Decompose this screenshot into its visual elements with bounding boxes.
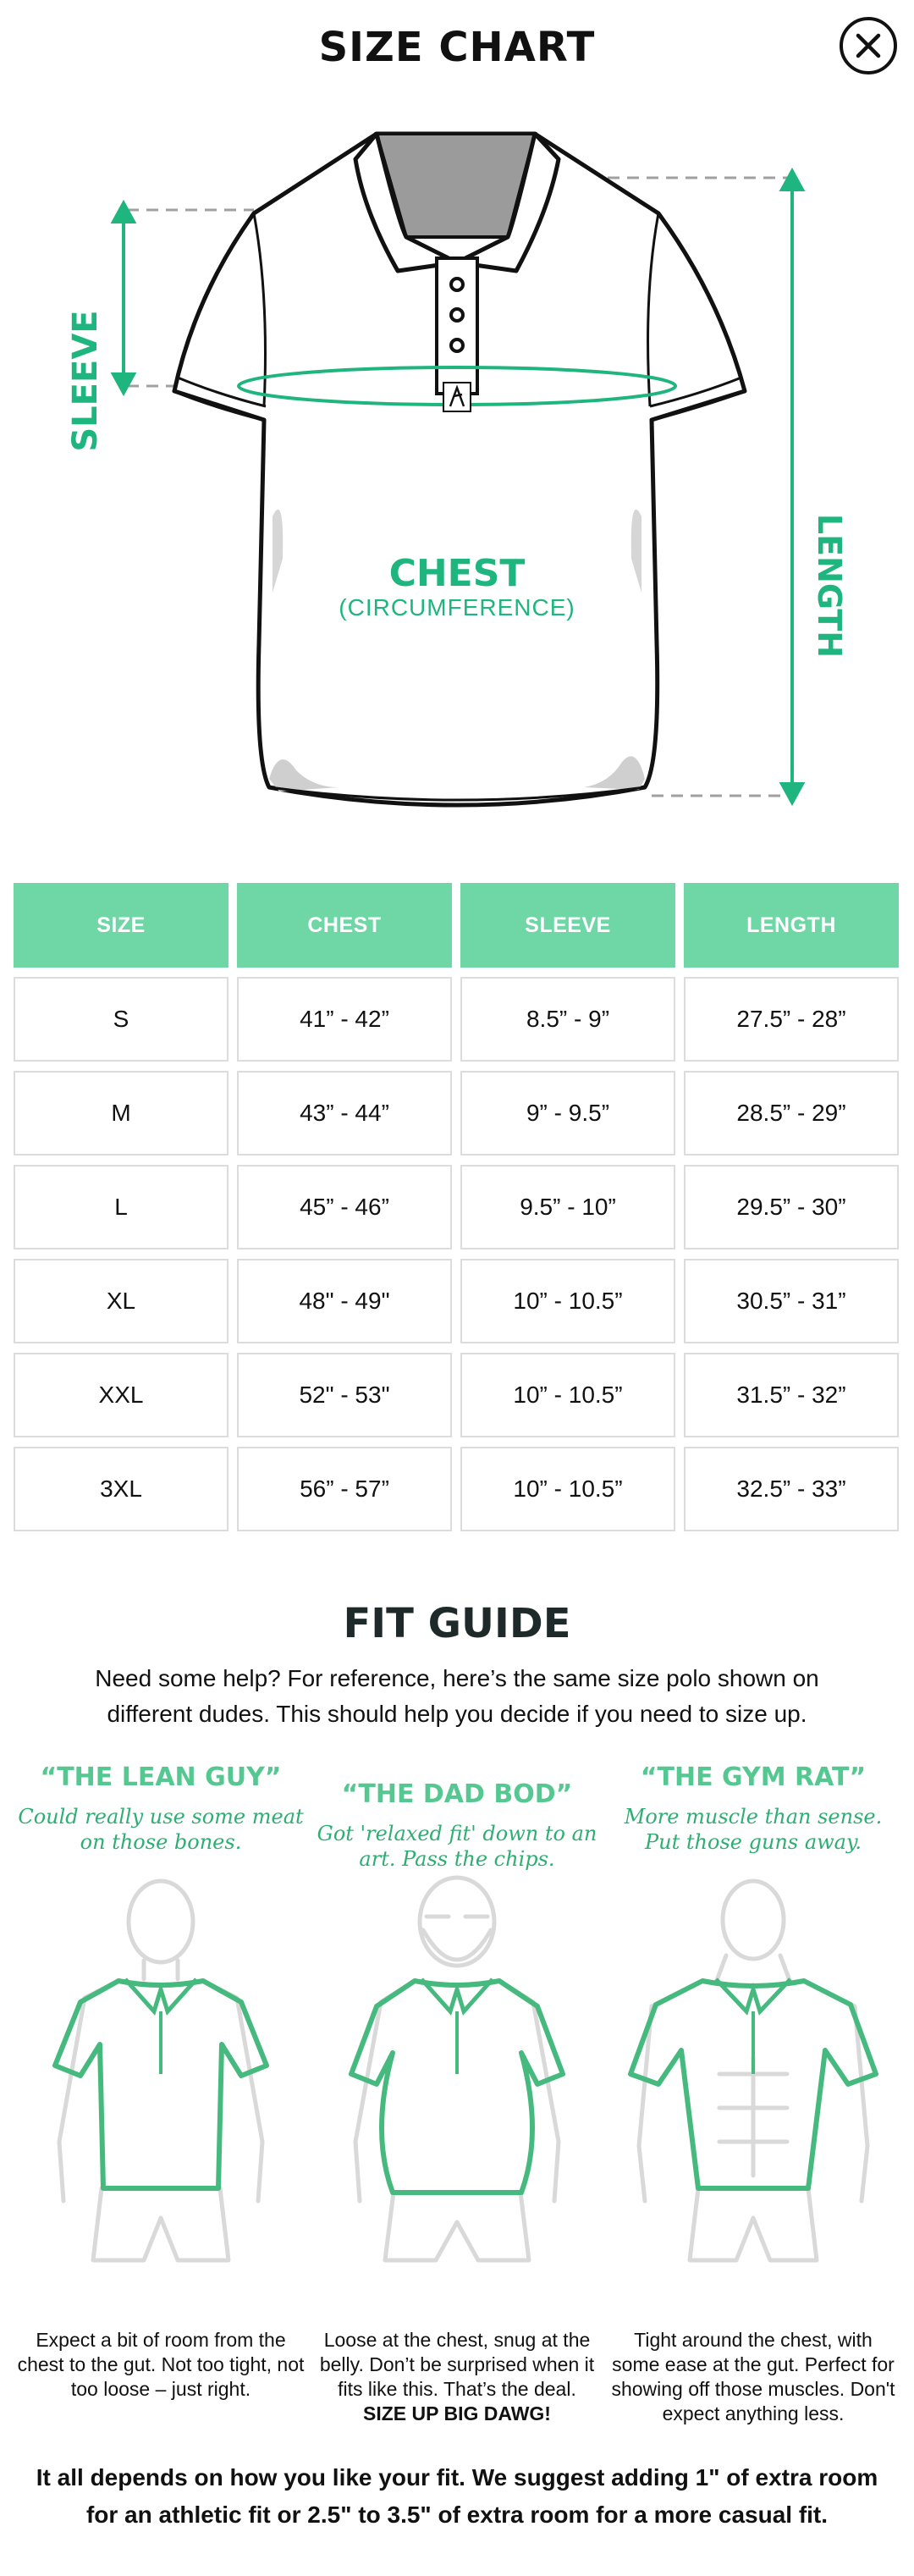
chest-cell: 43” - 44” — [237, 1071, 452, 1156]
size-cell: 3XL — [14, 1447, 228, 1531]
circumference-label: (CIRCUMFERENCE) — [339, 594, 575, 621]
close-button[interactable] — [838, 15, 899, 76]
persona-tagline: More muscle than sense. Put those guns away. — [624, 1805, 883, 1854]
fit-guide-subtitle: Need some help? For reference, here’s the same size polo shown on different dudes. This should help you decide if you need to size up. — [95, 1665, 819, 1727]
sleeve-cell: 8.5” - 9” — [460, 977, 675, 1062]
lean-guy-figure — [25, 1862, 296, 2320]
column-header-sleeve: SLEEVE — [460, 883, 675, 968]
persona-title: “THE LEAN GUY” — [40, 1762, 282, 1792]
chest-cell: 45” - 46” — [237, 1165, 452, 1249]
persona-description-text: Loose at the chest, snug at the belly. Don’t be surprised when it fits like this. That’s the deal. — [319, 2329, 595, 2400]
sleeve-label: SLEEVE — [66, 310, 105, 452]
persona-title: “THE DAD BOD” — [341, 1779, 573, 1809]
dad-bod-illustration — [322, 1862, 592, 2320]
persona-lean-guy — [17, 1762, 305, 1855]
size-up-callout: SIZE UP BIG DAWG! — [363, 2402, 551, 2424]
chest-cell: 56” - 57” — [237, 1447, 452, 1531]
persona-tagline: Got 'relaxed fit' down to an art. Pass the chips. — [317, 1822, 597, 1871]
persona-description — [17, 2328, 305, 2402]
dad-bod-figure — [322, 1862, 592, 2320]
persona-dad-bod — [313, 1779, 601, 1872]
persona-gym-rat — [609, 1762, 897, 1855]
sleeve-cell: 10” - 10.5” — [460, 1353, 675, 1437]
chest-cell: 41” - 42” — [237, 977, 452, 1062]
length-label: LENGTH — [811, 513, 848, 659]
chest-cell: 52" - 53" — [237, 1353, 452, 1437]
shirt-measurement-diagram — [0, 119, 914, 847]
persona-description-text: Tight around the chest, with some ease at the gut. Perfect for showing off those muscles. Don't expect anything less. — [611, 2329, 895, 2424]
column-header-chest: CHEST — [237, 883, 452, 968]
fit-guide-title: FIT GUIDE — [343, 1600, 571, 1647]
length-cell: 29.5” - 30” — [684, 1165, 899, 1249]
chest-label: CHEST — [388, 552, 526, 595]
sleeve-cell: 10” - 10.5” — [460, 1259, 675, 1343]
close-icon[interactable] — [838, 15, 899, 76]
gym-rat-illustration — [618, 1862, 889, 2320]
column-header-size: SIZE — [14, 883, 228, 968]
length-cell: 27.5” - 28” — [684, 977, 899, 1062]
persona-title: “THE GYM RAT” — [640, 1762, 867, 1792]
column-header-length: LENGTH — [684, 883, 899, 968]
fit-advice-footer: It all depends on how you like your fit. We suggest adding 1" of extra room for an athletic fit or 2.5" to 3.5" of extra room for a more casual fit. — [36, 2464, 878, 2528]
size-cell: XL — [14, 1259, 228, 1343]
size-cell: M — [14, 1071, 228, 1156]
gym-rat-figure — [618, 1862, 889, 2320]
persona-description — [313, 2328, 601, 2426]
sleeve-cell: 10” - 10.5” — [460, 1447, 675, 1531]
length-cell: 28.5” - 29” — [684, 1071, 899, 1156]
polo-shirt-illustration — [0, 119, 914, 847]
persona-tagline: Could really use some meat on those bones. — [18, 1805, 304, 1854]
size-cell: L — [14, 1165, 228, 1249]
size-cell: S — [14, 977, 228, 1062]
sleeve-cell: 9.5” - 10” — [460, 1165, 675, 1249]
chest-cell: 48" - 49" — [237, 1259, 452, 1343]
sleeve-cell: 9” - 9.5” — [460, 1071, 675, 1156]
page-title: SIZE CHART — [318, 24, 596, 71]
persona-description — [609, 2328, 897, 2426]
lean-guy-illustration — [25, 1862, 296, 2320]
persona-description-text: Expect a bit of room from the chest to the gut. Not too tight, not too loose – just right. — [17, 2329, 305, 2400]
length-cell: 30.5” - 31” — [684, 1259, 899, 1343]
length-cell: 31.5” - 32” — [684, 1353, 899, 1437]
size-cell: XXL — [14, 1353, 228, 1437]
length-cell: 32.5” - 33” — [684, 1447, 899, 1531]
